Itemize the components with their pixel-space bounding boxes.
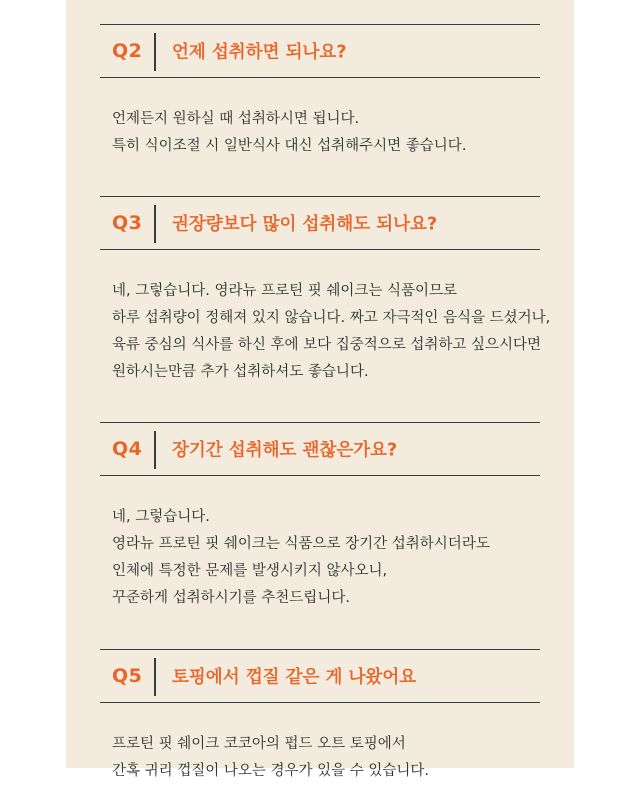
answer-block xyxy=(100,106,540,160)
question-number: Q5 xyxy=(112,665,143,687)
question-header xyxy=(100,422,540,476)
answer-line: 언제든지 원하실 때 섭취하시면 됩니다. xyxy=(112,111,360,127)
answer-line: 특히 식이조절 시 일반식사 대신 섭취해주시면 좋습니다. xyxy=(112,138,467,154)
answer-block xyxy=(100,504,540,612)
answer-line: 프로틴 핏 쉐이크 코코아의 펍드 오트 토핑에서 xyxy=(112,736,406,752)
answer-line: 원하시는만큼 추가 섭취하셔도 좋습니다. xyxy=(112,364,369,380)
question-title: 권장량보다 많이 섭취해도 되나요? xyxy=(172,214,438,235)
question-header xyxy=(100,24,540,78)
question-title: 언제 섭취하면 되나요? xyxy=(172,42,347,63)
answer-block xyxy=(100,278,551,386)
header-divider xyxy=(154,33,156,71)
answer-line: 간혹 귀리 껍질이 나오는 경우가 있을 수 있습니다. xyxy=(112,763,430,779)
answer-line: 영라뉴 프로틴 핏 쉐이크는 식품으로 장기간 섭취하시더라도 xyxy=(112,536,490,552)
question-header xyxy=(100,196,540,250)
header-divider xyxy=(154,205,156,243)
answer-line: 인체에 특정한 문제를 발생시키지 않사오니, xyxy=(112,563,388,579)
header-divider xyxy=(154,658,156,696)
faq-item-q3 xyxy=(100,196,551,386)
question-title: 장기간 섭취해도 괜찮은가요? xyxy=(172,440,398,461)
question-number: Q4 xyxy=(112,438,143,460)
answer-line: 네, 그렇습니다. xyxy=(112,509,210,525)
faq-item-q2 xyxy=(100,24,540,160)
header-divider xyxy=(154,431,156,469)
question-title: 토핑에서 껍질 같은 게 나왔어요 xyxy=(172,667,417,688)
question-header xyxy=(100,649,540,703)
question-number: Q3 xyxy=(112,212,143,234)
faq-item-q4 xyxy=(100,422,540,612)
faq-item-q5 xyxy=(100,649,540,785)
answer-line: 네, 그렇습니다. 영라뉴 프로틴 핏 쉐이크는 식품이므로 xyxy=(112,283,458,299)
answer-block xyxy=(100,731,540,785)
answer-line: 육류 중심의 식사를 하신 후에 보다 집중적으로 섭취하고 싶으시다면 xyxy=(112,337,542,353)
answer-line: 꾸준하게 섭취하시기를 추천드립니다. xyxy=(112,590,350,606)
question-number: Q2 xyxy=(112,40,143,62)
answer-line: 하루 섭취량이 정해져 있지 않습니다. 짜고 자극적인 음식을 드셨거나, xyxy=(112,310,551,326)
faq-panel xyxy=(66,0,574,779)
